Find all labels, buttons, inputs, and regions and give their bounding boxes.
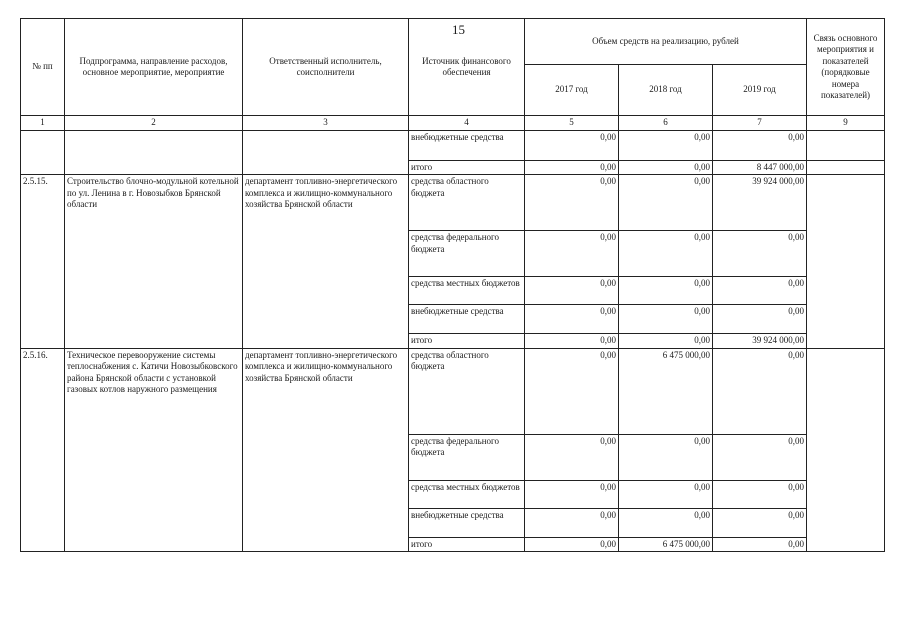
value-2019: 39 924 000,00 [713,175,807,231]
num-cell: 2.5.16. [21,348,65,552]
header-year-2019: 2019 год [713,65,807,116]
source-cell: итого [409,334,525,349]
source-cell: средства федерального бюджета [409,434,525,480]
source-cell: средства местных бюджетов [409,277,525,305]
source-cell: итого [409,160,525,175]
link-cell [807,160,885,175]
link-cell [807,130,885,160]
source-cell: внебюджетные средства [409,508,525,537]
value-2019: 0,00 [713,231,807,277]
index-cell: 4 [409,116,525,131]
value-2018: 0,00 [619,160,713,175]
index-cell: 7 [713,116,807,131]
index-cell: 1 [21,116,65,131]
value-2019: 0,00 [713,348,807,434]
value-2018: 0,00 [619,175,713,231]
value-2018: 0,00 [619,305,713,334]
value-2019: 39 924 000,00 [713,334,807,349]
value-2018: 6 475 000,00 [619,348,713,434]
header-year-2018: 2018 год [619,65,713,116]
value-2017: 0,00 [525,231,619,277]
index-cell: 5 [525,116,619,131]
value-2017: 0,00 [525,160,619,175]
link-cell [807,175,885,349]
value-2017: 0,00 [525,305,619,334]
source-cell: средства федерального бюджета [409,231,525,277]
value-2018: 0,00 [619,434,713,480]
index-cell: 3 [243,116,409,131]
value-2018: 0,00 [619,277,713,305]
value-2018: 0,00 [619,480,713,508]
header-volume: Объем средств на реализацию, рублей [525,19,807,65]
value-2019: 0,00 [713,537,807,552]
value-2019: 0,00 [713,277,807,305]
index-row [21,116,885,131]
header-executor: Ответственный исполнитель, соисполнители [243,19,409,116]
index-cell: 9 [807,116,885,131]
executor-cell: департамент топливно-энергетического комплекса и жилищно-коммунального хозяйства Брянской области [243,175,409,349]
value-2019: 0,00 [713,305,807,334]
value-2017: 0,00 [525,537,619,552]
value-2017: 0,00 [525,277,619,305]
value-2018: 0,00 [619,334,713,349]
executor-cell [243,130,409,175]
value-2017: 0,00 [525,348,619,434]
program-cell [65,130,243,175]
budget-table [20,18,885,552]
value-2018: 6 475 000,00 [619,537,713,552]
source-cell: внебюджетные средства [409,305,525,334]
value-2018: 0,00 [619,130,713,160]
source-cell: средства областного бюджета [409,175,525,231]
value-2019: 8 447 000,00 [713,160,807,175]
index-cell: 6 [619,116,713,131]
page-number: 15 [452,22,465,37]
table-row [21,348,885,434]
source-cell: итого [409,537,525,552]
value-2017: 0,00 [525,434,619,480]
header-year-2017: 2017 год [525,65,619,116]
program-cell: Строительство блочно-модульной котельной по ул. Ленина в г. Новозыбков Брянской области [65,175,243,349]
header-num: № пп [21,19,65,116]
value-2018: 0,00 [619,231,713,277]
table-row [21,175,885,231]
link-cell [807,348,885,552]
value-2017: 0,00 [525,334,619,349]
source-cell: средства областного бюджета [409,348,525,434]
num-cell: 2.5.15. [21,175,65,349]
value-2017: 0,00 [525,175,619,231]
table-row [21,130,885,160]
value-2019: 0,00 [713,130,807,160]
header-link: Связь основного мероприятия и показателей (порядковые номера показателей) [807,19,885,116]
value-2019: 0,00 [713,480,807,508]
header-program: Подпрограмма, направление расходов, основное мероприятие, мероприятие [65,19,243,116]
value-2017: 0,00 [525,480,619,508]
value-2017: 0,00 [525,508,619,537]
num-cell [21,130,65,175]
value-2019: 0,00 [713,508,807,537]
source-cell: внебюджетные средства [409,130,525,160]
program-cell: Техническое перевооружение системы теплоснабжения с. Катичи Новозыбковского района Брянской области с установкой газовых котлов наружного размещения [65,348,243,552]
source-cell: средства местных бюджетов [409,480,525,508]
executor-cell: департамент топливно-энергетического комплекса и жилищно-коммунального хозяйства Брянской области [243,348,409,552]
value-2019: 0,00 [713,434,807,480]
value-2018: 0,00 [619,508,713,537]
value-2017: 0,00 [525,130,619,160]
header-source: Источник финансового обеспечения [409,19,525,116]
index-cell: 2 [65,116,243,131]
